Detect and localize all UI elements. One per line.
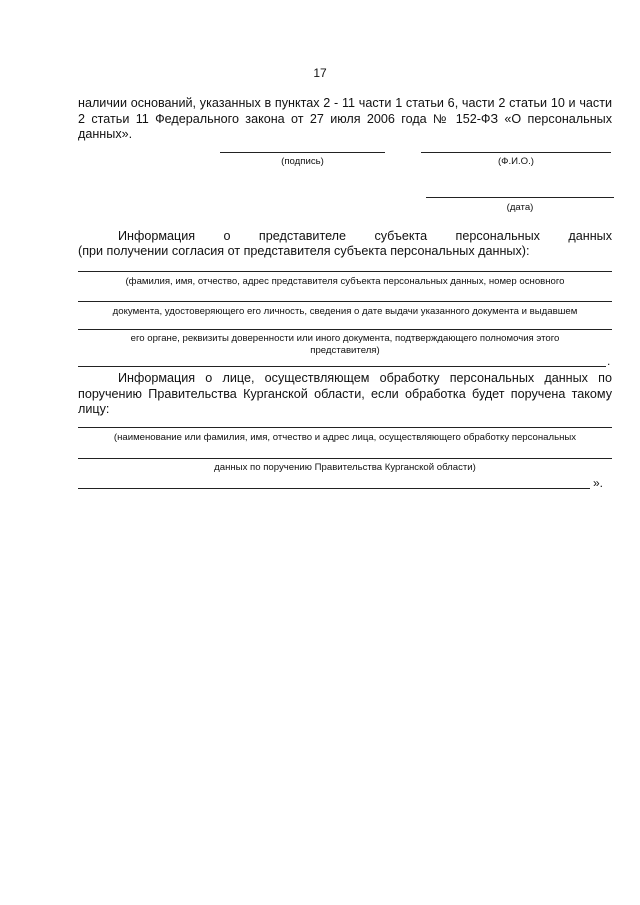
representative-end-mark: . — [607, 354, 611, 368]
processor-caption-1: (наименование или фамилия, имя, отчество и адрес лица, осуществляющего обработку персональных — [113, 432, 577, 443]
processor-line-1 — [78, 427, 612, 428]
processor-end-mark: ». — [593, 476, 604, 490]
representative-line-1 — [78, 271, 612, 272]
date-line — [426, 197, 614, 198]
processor-heading: Информация о лице, осуществляющем обработку персональных данных по поручению Правительства Курганской области, если обработка будет поручена такому лицу: — [78, 371, 612, 416]
representative-caption-2: документа, удостоверяющего его личность, сведения о дате выдачи указанного документа и выдавшем — [112, 306, 578, 317]
representative-caption-3: его органе, реквизиты доверенности или иного документа, подтверждающего полномочия этого — [130, 333, 560, 344]
processor-caption-2: данных по поручению Правительства Курганской области) — [214, 462, 476, 473]
representative-caption-4: представителя) — [310, 345, 380, 356]
representative-line-4 — [78, 366, 606, 367]
representative-line-2 — [78, 301, 612, 302]
page-number: 17 — [313, 66, 327, 80]
date-caption: (дата) — [506, 202, 534, 213]
representative-caption-1: (фамилия, имя, отчество, адрес представителя субъекта персональных данных, номер основного — [125, 276, 565, 287]
fio-line — [421, 152, 611, 153]
representative-subheading: (при получении согласия от представителя субъекта персональных данных): — [78, 244, 530, 258]
processor-line-2 — [78, 458, 612, 459]
intro-paragraph: наличии оснований, указанных в пунктах 2 - 11 части 1 статьи 6, части 2 статьи 10 и части 2 статьи 11 Федерального закона от 27 июля 2006 года № 152-ФЗ «О персональных данных». — [78, 96, 612, 141]
processor-line-3 — [78, 488, 590, 489]
signature-caption: (подпись) — [281, 156, 324, 167]
representative-heading: Информация о представителе субъекта персональных данных — [118, 229, 612, 243]
representative-line-3 — [78, 329, 612, 330]
signature-line — [220, 152, 385, 153]
fio-caption: (Ф.И.О.) — [497, 156, 535, 167]
